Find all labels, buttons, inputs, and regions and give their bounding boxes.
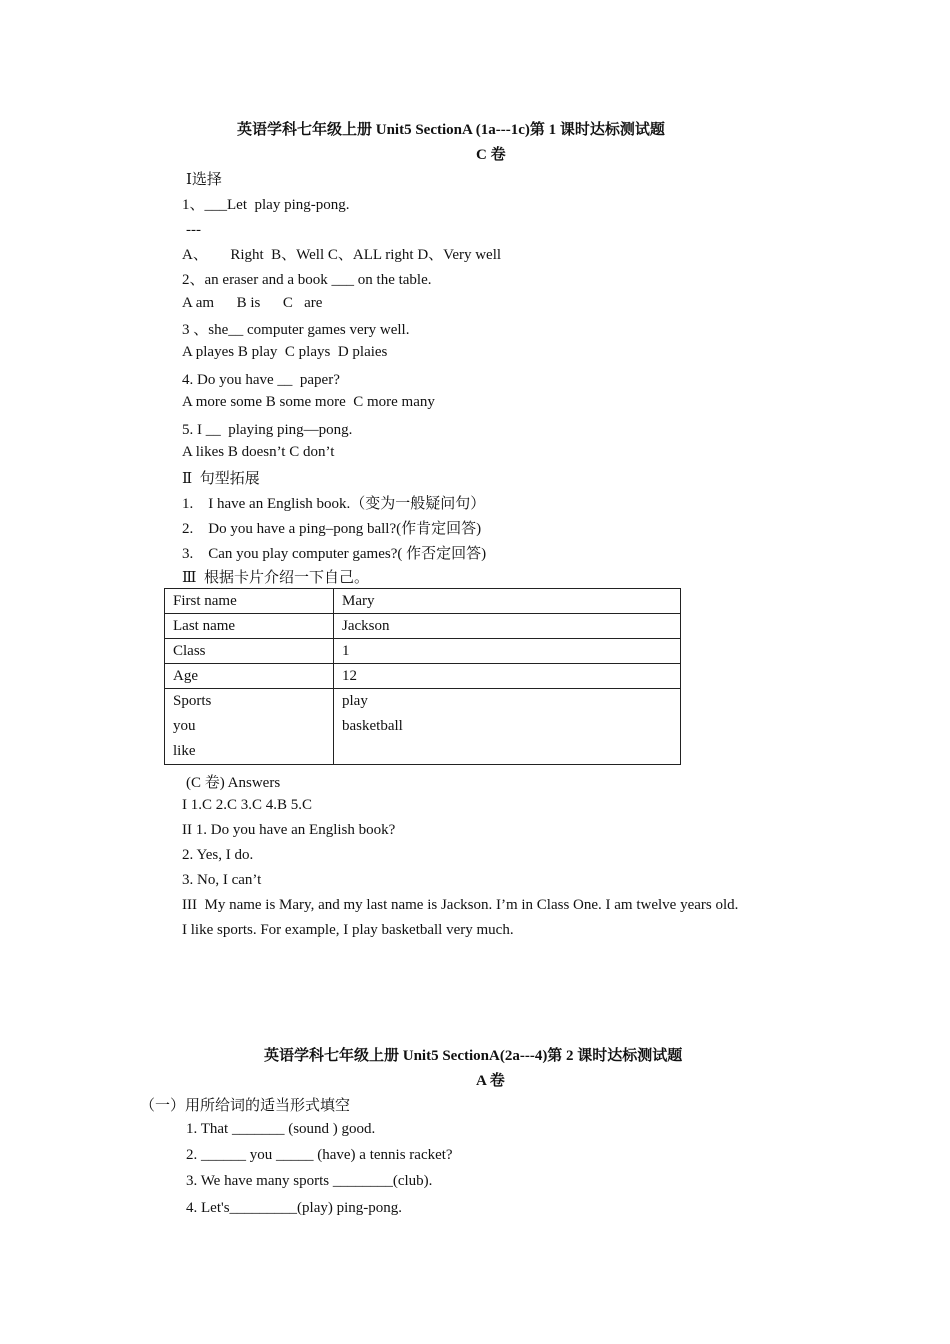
table-row bbox=[165, 614, 681, 639]
question-2-options: A am B is C are bbox=[182, 295, 323, 311]
section2-paper-label: A 卷 bbox=[476, 1073, 505, 1089]
question-1-options: A、 Right B、Well C、ALL right D、Very well bbox=[182, 247, 502, 263]
fill-item: 3. We have many sports ________(club). bbox=[186, 1173, 433, 1189]
card-label: Class bbox=[165, 639, 334, 664]
card-value-line: play bbox=[342, 693, 368, 709]
section1-title: 英语学科七年级上册 Unit5 SectionA (1a---1c)第 1 课时达标测试题 bbox=[237, 122, 665, 138]
table-row bbox=[165, 689, 681, 765]
card-value: 12 bbox=[334, 664, 681, 689]
section1-paper-label: C 卷 bbox=[476, 147, 506, 163]
question-3: 3 、she__ computer games very well. bbox=[182, 322, 410, 338]
part2-heading: Ⅱ 句型拓展 bbox=[182, 471, 260, 487]
question-3-options: A playes B play C plays D plaies bbox=[182, 344, 388, 360]
question-1: 1、___Let play ping-pong. bbox=[182, 197, 350, 213]
question-2: 2、an eraser and a book ___ on the table. bbox=[182, 272, 432, 288]
fill-item: 4. Let's_________(play) ping-pong. bbox=[186, 1200, 403, 1216]
card-label-line: like bbox=[173, 743, 196, 759]
section2-title: 英语学科七年级上册 Unit5 SectionA(2a---4)第 2 课时达标测试题 bbox=[264, 1048, 683, 1064]
table-row bbox=[165, 664, 681, 689]
card-value: Mary bbox=[334, 589, 681, 614]
part2-item: 3. Can you play computer games?( 作否定回答) bbox=[182, 546, 487, 562]
card-label: Age bbox=[165, 664, 334, 689]
question-5-options: A likes B doesn’t C don’t bbox=[182, 444, 335, 460]
table-row bbox=[165, 639, 681, 664]
card-label: First name bbox=[165, 589, 334, 614]
answer-line: I like sports. For example, I play basketball very much. bbox=[182, 922, 514, 938]
part2-item: 1. I have an English book.（变为一般疑问句） bbox=[182, 496, 486, 512]
part2-item: 2. Do you have a ping–pong ball?(作肯定回答) bbox=[182, 521, 482, 537]
part1-heading: Ⅰ选择 bbox=[186, 172, 222, 188]
section2-part1-heading: （一）用所给词的适当形式填空 bbox=[140, 1098, 351, 1114]
card-label-sports bbox=[165, 689, 334, 765]
fill-item: 2. ______ you _____ (have) a tennis racket? bbox=[186, 1147, 453, 1163]
card-value-line: basketball bbox=[342, 718, 403, 734]
answer-line: II 1. Do you have an English book? bbox=[182, 822, 396, 838]
profile-card-table bbox=[164, 588, 681, 765]
card-value-sports bbox=[334, 689, 681, 765]
answer-line: 2. Yes, I do. bbox=[182, 847, 254, 863]
part3-heading: Ⅲ 根据卡片介绍一下自己。 bbox=[182, 570, 369, 586]
card-label-line: you bbox=[173, 718, 196, 734]
question-5: 5. I __ playing ping—pong. bbox=[182, 422, 353, 438]
question-4: 4. Do you have __ paper? bbox=[182, 372, 340, 388]
question-4-options: A more some B some more C more many bbox=[182, 394, 435, 410]
question-1-dash: --- bbox=[186, 222, 201, 238]
answers-heading: (C 卷) Answers bbox=[186, 775, 281, 791]
card-value: 1 bbox=[334, 639, 681, 664]
card-label: Last name bbox=[165, 614, 334, 639]
table-row bbox=[165, 589, 681, 614]
card-label-line: Sports bbox=[173, 693, 212, 709]
card-value: Jackson bbox=[334, 614, 681, 639]
answer-line: III My name is Mary, and my last name is Jackson. I’m in Class One. I am twelve years old. bbox=[182, 897, 739, 913]
fill-item: 1. That _______ (sound ) good. bbox=[186, 1121, 376, 1137]
answer-line: I 1.C 2.C 3.C 4.B 5.C bbox=[182, 797, 313, 813]
answer-line: 3. No, I can’t bbox=[182, 872, 262, 888]
